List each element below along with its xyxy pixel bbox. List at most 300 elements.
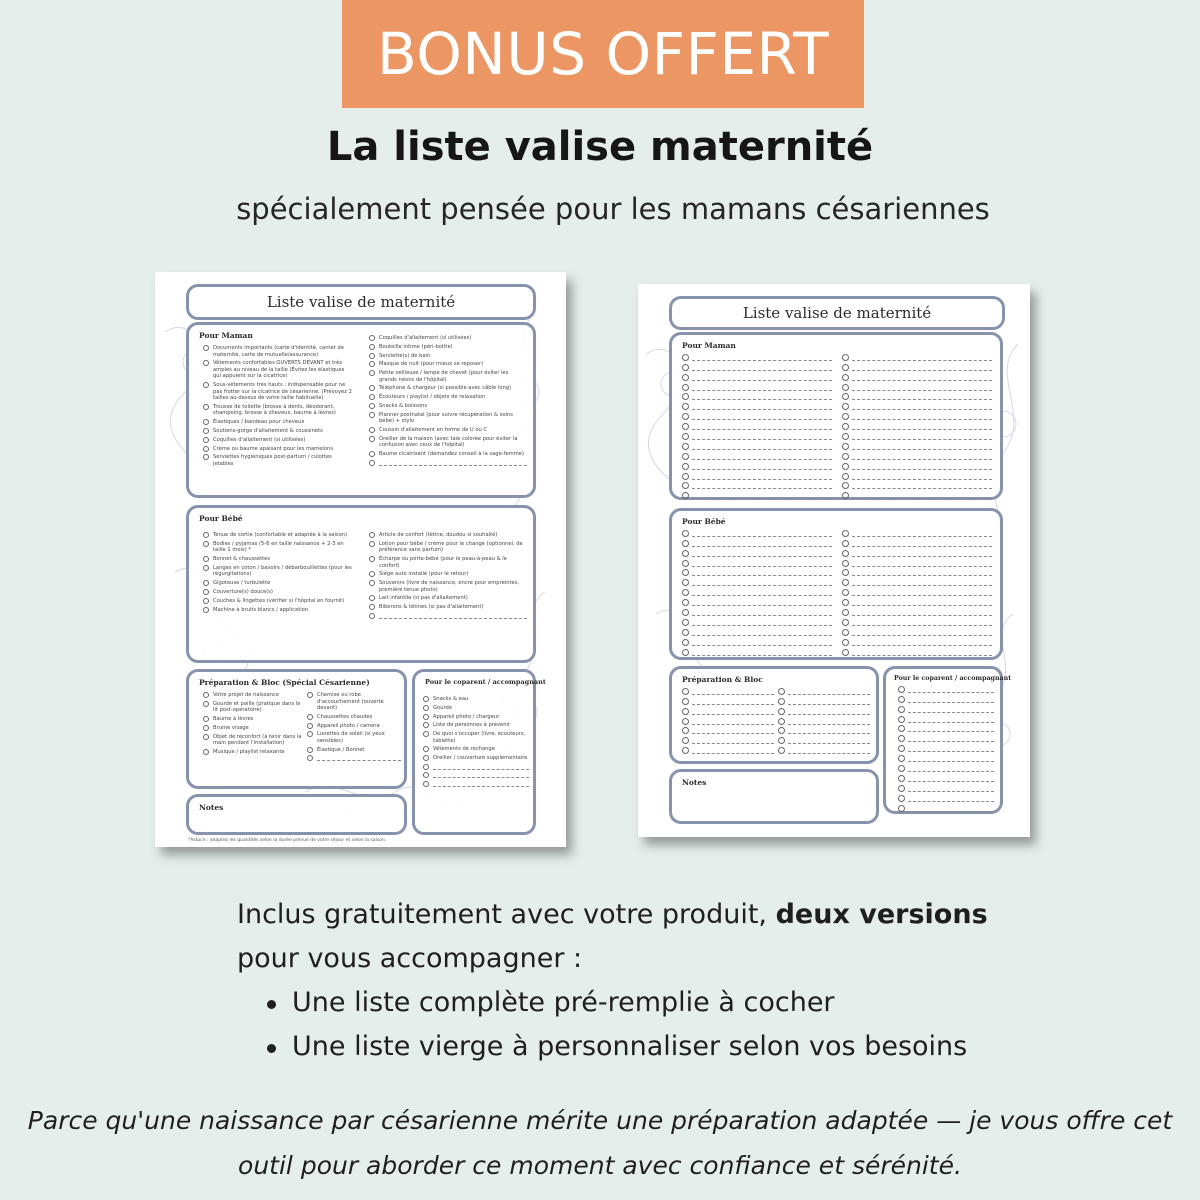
blank-line[interactable] [692, 650, 832, 656]
checkbox-icon[interactable] [682, 384, 689, 391]
checkbox-icon[interactable] [369, 604, 375, 610]
checkbox-icon[interactable] [778, 718, 785, 725]
checkbox-icon[interactable] [842, 530, 849, 537]
list-item[interactable]: Couverture(s) douce(s) [203, 589, 353, 596]
list-item[interactable]: Bonnet & chaussettes [203, 556, 353, 563]
checkbox-icon[interactable] [307, 723, 313, 729]
blank-line[interactable] [908, 796, 994, 802]
list-item[interactable]: Gourde et paille (pratique dans le lit post-opératoire) [203, 701, 303, 714]
list-item[interactable]: Snacks & eau [423, 696, 529, 703]
list-item[interactable]: Baume à lèvres [203, 716, 303, 723]
checkbox-icon[interactable] [682, 482, 689, 489]
checkbox-icon[interactable] [898, 725, 905, 732]
checkbox-icon[interactable] [369, 403, 375, 409]
checkbox-icon[interactable] [898, 795, 905, 802]
checkbox-icon[interactable] [898, 735, 905, 742]
checkbox-icon[interactable] [369, 344, 375, 350]
blank-list-item[interactable] [898, 792, 994, 802]
list-item[interactable]: Coussin d'allaitement en forme de U ou C [369, 427, 527, 434]
blank-line[interactable] [788, 689, 870, 695]
blank-list-item[interactable] [898, 782, 994, 792]
list-item[interactable]: Petite veilleuse / lampe de chevet (pour éviter les grands néons de l'hôpital) [369, 370, 527, 383]
checkbox-icon[interactable] [369, 335, 375, 341]
blank-line[interactable] [852, 464, 992, 470]
blank-list-item[interactable] [682, 430, 832, 440]
blank-list-item[interactable] [842, 626, 992, 636]
blank-line[interactable] [908, 726, 994, 732]
blank-line[interactable] [433, 781, 529, 787]
checkbox-icon[interactable] [369, 595, 375, 601]
list-item[interactable]: Siège auto installé (pour le retour) [369, 571, 527, 578]
blank-list-item[interactable] [898, 703, 994, 713]
blank-list-item[interactable] [682, 646, 832, 656]
checkbox-icon[interactable] [307, 731, 313, 737]
blank-line[interactable] [692, 610, 832, 616]
checkbox-icon[interactable] [203, 716, 209, 722]
checkbox-icon[interactable] [203, 541, 209, 547]
checkbox-icon[interactable] [423, 772, 429, 778]
blank-line[interactable] [692, 365, 832, 371]
blank-list-item[interactable] [423, 772, 529, 778]
checkbox-icon[interactable] [203, 437, 209, 443]
checkbox-icon[interactable] [842, 649, 849, 656]
list-item[interactable]: Sous-vêtements très hauts : indispensable pour ne pas frotter sur la cicatrice de césarienne. (Prévoyez 2 tailles au-dessus de votre taille habituelle) [203, 382, 353, 402]
blank-line[interactable] [433, 764, 529, 770]
checkbox-icon[interactable] [423, 755, 429, 761]
blank-line[interactable] [317, 755, 401, 761]
blank-line[interactable] [852, 483, 992, 489]
blank-line[interactable] [908, 736, 994, 742]
blank-list-item[interactable] [682, 725, 774, 735]
blank-list-item[interactable] [842, 410, 992, 420]
blank-line[interactable] [692, 424, 832, 430]
checkbox-icon[interactable] [682, 569, 689, 576]
blank-line[interactable] [852, 570, 992, 576]
list-item[interactable]: Crème ou baume apaisant pour les mamelons [203, 446, 353, 453]
blank-list-item[interactable] [682, 361, 832, 371]
checkbox-icon[interactable] [203, 345, 209, 351]
list-item[interactable]: Oreiller de la maison (avec taie colorée pour éviter la confusion avec ceux de l'hôpital) [369, 436, 527, 449]
checkbox-icon[interactable] [203, 419, 209, 425]
blank-list-item[interactable] [682, 420, 832, 430]
list-item[interactable]: Lotion pour bébé / crème pour le change (optionnel, de préférence sans parfum) [369, 541, 527, 554]
checkbox-icon[interactable] [778, 688, 785, 695]
blank-line[interactable] [692, 474, 832, 480]
blank-list-item[interactable] [842, 567, 992, 577]
checkbox-icon[interactable] [203, 598, 209, 604]
blank-line[interactable] [692, 748, 774, 754]
list-item[interactable]: Trousse de toilette (brosse à dents, déodorant, shampoing, brosse à cheveux, baume à lèvres) [203, 404, 353, 417]
checkbox-icon[interactable] [203, 725, 209, 731]
checkbox-icon[interactable] [842, 579, 849, 586]
checkbox-icon[interactable] [682, 579, 689, 586]
checkbox-icon[interactable] [369, 460, 375, 466]
blank-line[interactable] [692, 375, 832, 381]
list-item[interactable]: Coquilles d'allaitement (si utilisées) [369, 335, 527, 342]
checkbox-icon[interactable] [842, 453, 849, 460]
blank-list-item[interactable] [778, 725, 870, 735]
blank-list-item[interactable] [682, 576, 832, 586]
checkbox-icon[interactable] [423, 714, 429, 720]
blank-list-item[interactable] [682, 450, 832, 460]
blank-line[interactable] [692, 493, 832, 499]
checkbox-icon[interactable] [369, 580, 375, 586]
blank-line[interactable] [433, 772, 529, 778]
blank-list-item[interactable] [898, 742, 994, 752]
blank-list-item[interactable] [842, 460, 992, 470]
checkbox-icon[interactable] [203, 692, 209, 698]
blank-list-item[interactable] [682, 547, 832, 557]
blank-list-item[interactable] [682, 557, 832, 567]
list-item[interactable]: Soutiens-gorge d'allaitement & coussinets [203, 428, 353, 435]
blank-list-item[interactable] [898, 723, 994, 733]
blank-line[interactable] [852, 590, 992, 596]
checkbox-icon[interactable] [842, 374, 849, 381]
checkbox-icon[interactable] [369, 427, 375, 433]
list-item[interactable]: Documents importants (carte d'identité, carnet de maternité, carte de mutuelle/assurance) [203, 345, 353, 358]
checkbox-icon[interactable] [898, 745, 905, 752]
blank-line[interactable] [692, 570, 832, 576]
blank-list-item[interactable] [682, 391, 832, 401]
checkbox-icon[interactable] [423, 722, 429, 728]
blank-line[interactable] [692, 483, 832, 489]
checkbox-icon[interactable] [682, 530, 689, 537]
checkbox-icon[interactable] [203, 607, 209, 613]
blank-list-item[interactable] [682, 371, 832, 381]
blank-line[interactable] [852, 650, 992, 656]
blank-list-item[interactable] [842, 361, 992, 371]
blank-line[interactable] [788, 738, 870, 744]
list-item[interactable]: Biberons & tétines (si pas d'allaitement) [369, 604, 527, 611]
checkbox-icon[interactable] [682, 560, 689, 567]
checkbox-icon[interactable] [898, 696, 905, 703]
blank-line[interactable] [692, 541, 832, 547]
checkbox-icon[interactable] [369, 556, 375, 562]
blank-line[interactable] [692, 414, 832, 420]
blank-list-item[interactable] [369, 613, 527, 619]
blank-line[interactable] [692, 531, 832, 537]
checkbox-icon[interactable] [842, 463, 849, 470]
list-item[interactable]: Appareil photo / chargeur [423, 714, 529, 721]
list-item[interactable]: Souvenirs (livre de naissance, encre pour empreintes, première tenue photo) [369, 580, 527, 593]
list-item[interactable]: Vêtements confortables OUVERTS DEVANT et très amples au niveau de la taille (Évitez les élastiques qui appuient sur la cicatrice) [203, 360, 353, 380]
checkbox-icon[interactable] [682, 453, 689, 460]
checkbox-icon[interactable] [682, 550, 689, 557]
blank-line[interactable] [852, 474, 992, 480]
blank-list-item[interactable] [842, 470, 992, 480]
list-item[interactable]: Élastiques / bandeau pour cheveux [203, 419, 353, 426]
blank-list-item[interactable] [682, 636, 832, 646]
list-item[interactable]: Votre projet de naissance [203, 692, 303, 699]
checkbox-icon[interactable] [842, 560, 849, 567]
blank-line[interactable] [908, 766, 994, 772]
notes-section[interactable] [186, 794, 407, 835]
checkbox-icon[interactable] [842, 443, 849, 450]
checkbox-icon[interactable] [682, 737, 689, 744]
checkbox-icon[interactable] [423, 696, 429, 702]
blank-line[interactable] [908, 776, 994, 782]
blank-line[interactable] [692, 728, 774, 734]
checkbox-icon[interactable] [898, 686, 905, 693]
checkbox-icon[interactable] [203, 428, 209, 434]
checkbox-icon[interactable] [778, 698, 785, 705]
checkbox-icon[interactable] [898, 706, 905, 713]
checkbox-icon[interactable] [203, 382, 209, 388]
checkbox-icon[interactable] [842, 473, 849, 480]
checkbox-icon[interactable] [682, 423, 689, 430]
blank-line[interactable] [852, 580, 992, 586]
blank-list-item[interactable] [842, 606, 992, 616]
blank-list-item[interactable] [682, 460, 832, 470]
blank-list-item[interactable] [842, 596, 992, 606]
checkbox-icon[interactable] [369, 541, 375, 547]
blank-line[interactable] [788, 748, 870, 754]
checkbox-icon[interactable] [842, 619, 849, 626]
blank-list-item[interactable] [842, 636, 992, 646]
blank-list-item[interactable] [369, 460, 527, 466]
list-item[interactable]: Liste de personnes à prévenir [423, 722, 529, 729]
blank-list-item[interactable] [682, 400, 832, 410]
list-item[interactable]: Élastique / Bonnet [307, 747, 401, 754]
list-item[interactable]: Lunettes de soleil (si yeux sensibles) [307, 731, 401, 744]
checkbox-icon[interactable] [842, 492, 849, 499]
blank-line[interactable] [852, 551, 992, 557]
checkbox-icon[interactable] [423, 764, 429, 770]
blank-list-item[interactable] [842, 371, 992, 381]
checkbox-icon[interactable] [369, 370, 375, 376]
checkbox-icon[interactable] [842, 629, 849, 636]
checkbox-icon[interactable] [203, 532, 209, 538]
blank-line[interactable] [908, 717, 994, 723]
blank-list-item[interactable] [778, 715, 870, 725]
blank-line[interactable] [692, 385, 832, 391]
checkbox-icon[interactable] [423, 731, 429, 737]
blank-list-item[interactable] [842, 391, 992, 401]
blank-line[interactable] [852, 355, 992, 361]
list-item[interactable]: Appareil photo / caméra [307, 723, 401, 730]
list-item[interactable]: Masque de nuit (pour mieux se reposer) [369, 361, 527, 368]
checkbox-icon[interactable] [203, 565, 209, 571]
blank-list-item[interactable] [842, 646, 992, 656]
blank-line[interactable] [692, 640, 832, 646]
checkbox-icon[interactable] [682, 747, 689, 754]
blank-line[interactable] [908, 697, 994, 703]
checkbox-icon[interactable] [842, 569, 849, 576]
checkbox-icon[interactable] [369, 451, 375, 457]
checkbox-icon[interactable] [842, 589, 849, 596]
blank-list-item[interactable] [682, 470, 832, 480]
checkbox-icon[interactable] [307, 755, 313, 761]
checkbox-icon[interactable] [369, 613, 375, 619]
blank-line[interactable] [852, 414, 992, 420]
checkbox-icon[interactable] [682, 708, 689, 715]
blank-list-item[interactable] [682, 527, 832, 537]
list-item[interactable]: Écharpe ou porte-bébé (pour le peau-à-peau & le confort) [369, 556, 527, 569]
blank-line[interactable] [852, 444, 992, 450]
checkbox-icon[interactable] [369, 436, 375, 442]
blank-list-item[interactable] [842, 489, 992, 499]
blank-list-item[interactable] [842, 430, 992, 440]
checkbox-icon[interactable] [778, 727, 785, 734]
checkbox-icon[interactable] [307, 692, 313, 698]
blank-line[interactable] [692, 689, 774, 695]
checkbox-icon[interactable] [369, 394, 375, 400]
blank-line[interactable] [908, 746, 994, 752]
blank-line[interactable] [852, 404, 992, 410]
checkbox-icon[interactable] [682, 639, 689, 646]
list-item[interactable]: Téléphone & chargeur (si possible avec câble long) [369, 385, 527, 392]
blank-list-item[interactable] [898, 802, 994, 812]
blank-line[interactable] [852, 630, 992, 636]
checkbox-icon[interactable] [682, 354, 689, 361]
list-item[interactable]: Brume visage [203, 725, 303, 732]
checkbox-icon[interactable] [842, 599, 849, 606]
blank-list-item[interactable] [842, 537, 992, 547]
list-item[interactable]: Tenue de sortie (confortable et adaptée à la saison) [203, 532, 353, 539]
blank-line[interactable] [692, 551, 832, 557]
checkbox-icon[interactable] [682, 492, 689, 499]
blank-list-item[interactable] [842, 450, 992, 460]
checkbox-icon[interactable] [682, 433, 689, 440]
blank-line[interactable] [852, 620, 992, 626]
blank-line[interactable] [692, 444, 832, 450]
blank-line[interactable] [692, 464, 832, 470]
checkbox-icon[interactable] [369, 353, 375, 359]
checkbox-icon[interactable] [682, 629, 689, 636]
list-item[interactable]: Lait infantile (si pas d'allaitement) [369, 595, 527, 602]
checkbox-icon[interactable] [203, 580, 209, 586]
blank-line[interactable] [852, 541, 992, 547]
blank-list-item[interactable] [682, 410, 832, 420]
blank-line[interactable] [692, 561, 832, 567]
checkbox-icon[interactable] [203, 749, 209, 755]
blank-list-item[interactable] [682, 567, 832, 577]
blank-list-item[interactable] [898, 713, 994, 723]
blank-list-item[interactable] [778, 685, 870, 695]
blank-line[interactable] [692, 590, 832, 596]
blank-list-item[interactable] [423, 764, 529, 770]
blank-list-item[interactable] [682, 440, 832, 450]
checkbox-icon[interactable] [369, 385, 375, 391]
checkbox-icon[interactable] [369, 361, 375, 367]
blank-list-item[interactable] [842, 381, 992, 391]
notes-blank-section[interactable] [669, 769, 879, 824]
blank-list-item[interactable] [682, 586, 832, 596]
blank-list-item[interactable] [682, 596, 832, 606]
checkbox-icon[interactable] [842, 384, 849, 391]
blank-line[interactable] [692, 620, 832, 626]
blank-line[interactable] [852, 375, 992, 381]
blank-list-item[interactable] [842, 547, 992, 557]
checkbox-icon[interactable] [423, 705, 429, 711]
blank-list-item[interactable] [842, 557, 992, 567]
checkbox-icon[interactable] [203, 360, 209, 366]
blank-list-item[interactable] [682, 695, 774, 705]
checkbox-icon[interactable] [842, 413, 849, 420]
checkbox-icon[interactable] [682, 463, 689, 470]
checkbox-icon[interactable] [369, 412, 375, 418]
blank-list-item[interactable] [682, 626, 832, 636]
blank-list-item[interactable] [778, 734, 870, 744]
list-item[interactable]: Vêtements de rechange [423, 746, 529, 753]
checkbox-icon[interactable] [203, 404, 209, 410]
list-item[interactable]: Baume cicatrisant (demandez conseil à la sage-femme) [369, 451, 527, 458]
checkbox-icon[interactable] [842, 423, 849, 430]
blank-line[interactable] [788, 709, 870, 715]
blank-list-item[interactable] [898, 732, 994, 742]
checkbox-icon[interactable] [842, 393, 849, 400]
checkbox-icon[interactable] [898, 805, 905, 812]
checkbox-icon[interactable] [842, 364, 849, 371]
checkbox-icon[interactable] [682, 609, 689, 616]
checkbox-icon[interactable] [307, 714, 313, 720]
blank-line[interactable] [908, 687, 994, 693]
checkbox-icon[interactable] [203, 454, 209, 460]
list-item[interactable]: Bodies / pyjamas (5-6 en taille naissance + 2-3 en taille 1 mois) * [203, 541, 353, 554]
blank-line[interactable] [852, 434, 992, 440]
blank-line[interactable] [692, 434, 832, 440]
checkbox-icon[interactable] [682, 374, 689, 381]
checkbox-icon[interactable] [842, 540, 849, 547]
checkbox-icon[interactable] [682, 649, 689, 656]
blank-line[interactable] [852, 493, 992, 499]
list-item[interactable]: Serviettes hygiéniques post-partum / culottes jetables [203, 454, 353, 467]
blank-list-item[interactable] [842, 480, 992, 490]
blank-list-item[interactable] [778, 705, 870, 715]
blank-list-item[interactable] [898, 752, 994, 762]
checkbox-icon[interactable] [203, 734, 209, 740]
blank-line[interactable] [852, 610, 992, 616]
list-item[interactable]: Bouteille intime (péri-bottle) [369, 344, 527, 351]
blank-line[interactable] [692, 454, 832, 460]
checkbox-icon[interactable] [203, 589, 209, 595]
checkbox-icon[interactable] [682, 393, 689, 400]
blank-line[interactable] [852, 640, 992, 646]
blank-line[interactable] [852, 531, 992, 537]
checkbox-icon[interactable] [842, 354, 849, 361]
blank-line[interactable] [852, 561, 992, 567]
list-item[interactable]: Serviette(s) de bain [369, 353, 527, 360]
checkbox-icon[interactable] [898, 765, 905, 772]
list-item[interactable]: Chemise ou robe d'accouchement (ouverte devant) [307, 692, 401, 712]
blank-line[interactable] [788, 719, 870, 725]
list-item[interactable]: Gigoteuse / turbulette [203, 580, 353, 587]
checkbox-icon[interactable] [682, 540, 689, 547]
list-item[interactable]: Coquilles d'allaitement (si utilisées) [203, 437, 353, 444]
blank-line[interactable] [908, 756, 994, 762]
list-item[interactable]: Machine à bruits blancs / application [203, 607, 353, 614]
blank-list-item[interactable] [842, 420, 992, 430]
checkbox-icon[interactable] [682, 688, 689, 695]
blank-line[interactable] [852, 385, 992, 391]
blank-line[interactable] [692, 580, 832, 586]
checkbox-icon[interactable] [842, 550, 849, 557]
blank-list-item[interactable] [682, 537, 832, 547]
blank-list-item[interactable] [682, 734, 774, 744]
blank-list-item[interactable] [898, 693, 994, 703]
blank-list-item[interactable] [682, 685, 774, 695]
blank-list-item[interactable] [842, 616, 992, 626]
blank-list-item[interactable] [842, 351, 992, 361]
blank-list-item[interactable] [842, 440, 992, 450]
blank-list-item[interactable] [778, 695, 870, 705]
checkbox-icon[interactable] [682, 443, 689, 450]
blank-list-item[interactable] [682, 705, 774, 715]
checkbox-icon[interactable] [682, 589, 689, 596]
list-item[interactable]: Langes en coton / bavoirs / débarbouillettes (pour les régurgitations) [203, 565, 353, 578]
checkbox-icon[interactable] [307, 747, 313, 753]
list-item[interactable]: De quoi s'occuper (livre, écouteurs, tablette) [423, 731, 529, 744]
